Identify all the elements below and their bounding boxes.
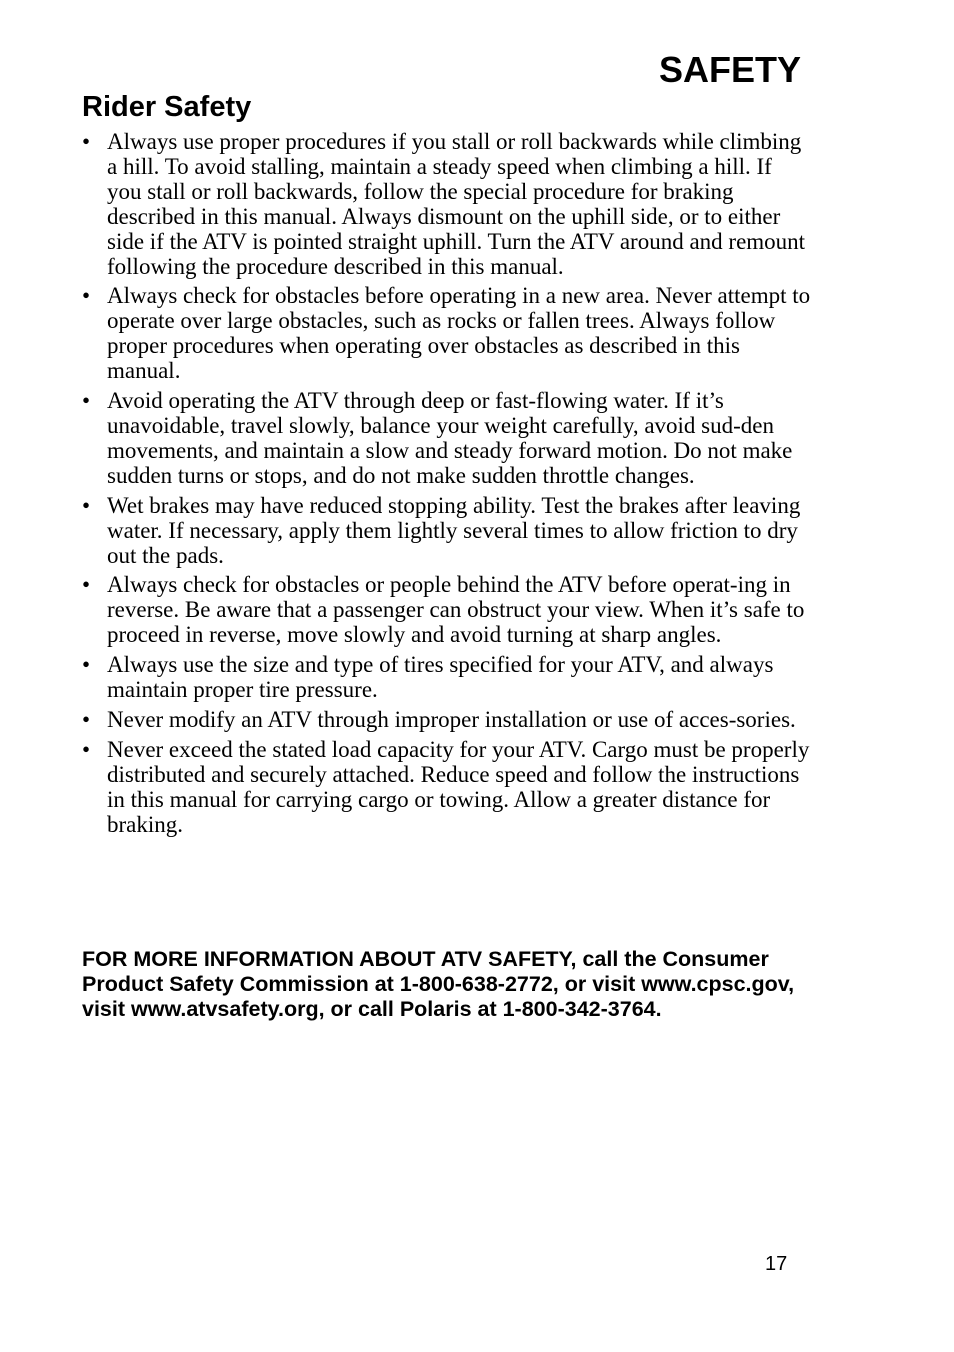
list-item (82, 653, 812, 703)
list-item-text: Always check for obstacles before operating in a new area. Never attempt to operate over large obstacles, such as rocks or fallen trees. Always follow proper procedures when operating over obstacles as described in this manual. (107, 283, 811, 384)
list-item (82, 738, 812, 838)
list-item-text: Always use proper procedures if you stall or roll backwards while climbing a hill. To avoid stalling, maintain a steady speed when climbing a hill. If you stall or roll backwards, follow the special procedure for braking described in this manual. Always dismount on the uphill side, or to either side if the ATV is pointed straight uphill. Turn the ATV around and remount following the procedure described in this manual. (107, 129, 806, 279)
more-info-paragraph: FOR MORE INFORMATION ABOUT ATV SAFETY, call the Consumer Product Safety Commission at 1-800-638-2772, or visit www.cpsc.gov, visit www.atvsafety.org, or call Polaris at 1-800-342-3764. (82, 947, 795, 1021)
section-title: Rider Safety (82, 91, 252, 123)
list-item-text: Always check for obstacles or people behind the ATV before operat-ing in reverse. Be aware that a passenger can obstruct your view. When it’s safe to proceed in reverse, move slowly and avoid turning at sharp angles. (107, 572, 805, 648)
list-item (82, 708, 812, 733)
list-item-text: Never modify an ATV through improper installation or use of acces-sories. (107, 706, 796, 732)
bullet-icon: • (82, 706, 91, 732)
bullet-icon: • (82, 572, 91, 598)
bullet-icon: • (82, 652, 91, 678)
list-item-text: Never exceed the stated load capacity for your ATV. Cargo must be properly distributed and securely attached. Reduce speed and follow the instructions in this manual for carrying cargo or towing. Allow a greater distance for braking. (107, 736, 810, 837)
page-header: SAFETY (658, 49, 801, 90)
bullet-icon: • (82, 492, 91, 518)
list-item-text: Wet brakes may have reduced stopping ability. Test the brakes after leaving water. If necessary, apply them lightly several times to allow friction to dry out the pads. (107, 492, 801, 568)
safety-bullet-list (82, 130, 812, 842)
list-item (82, 389, 812, 489)
bullet-icon: • (82, 283, 91, 309)
list-item (82, 573, 812, 648)
list-item (82, 494, 812, 569)
list-item (82, 284, 812, 384)
bullet-icon: • (82, 388, 91, 414)
list-item-text: Avoid operating the ATV through deep or fast-flowing water. If it’s unavoidable, travel slowly, balance your weight carefully, avoid sud-den movements, and maintain a slow and steady forward motion. Do not make sudden turns or stops, and do not make sudden throttle changes. (107, 388, 793, 488)
list-item-text: Always use the size and type of tires specified for your ATV, and always maintain proper tire pressure. (107, 652, 774, 703)
bullet-icon: • (82, 736, 91, 762)
bullet-icon: • (82, 129, 91, 154)
page-number: 17 (765, 1253, 788, 1275)
list-item (82, 130, 812, 279)
